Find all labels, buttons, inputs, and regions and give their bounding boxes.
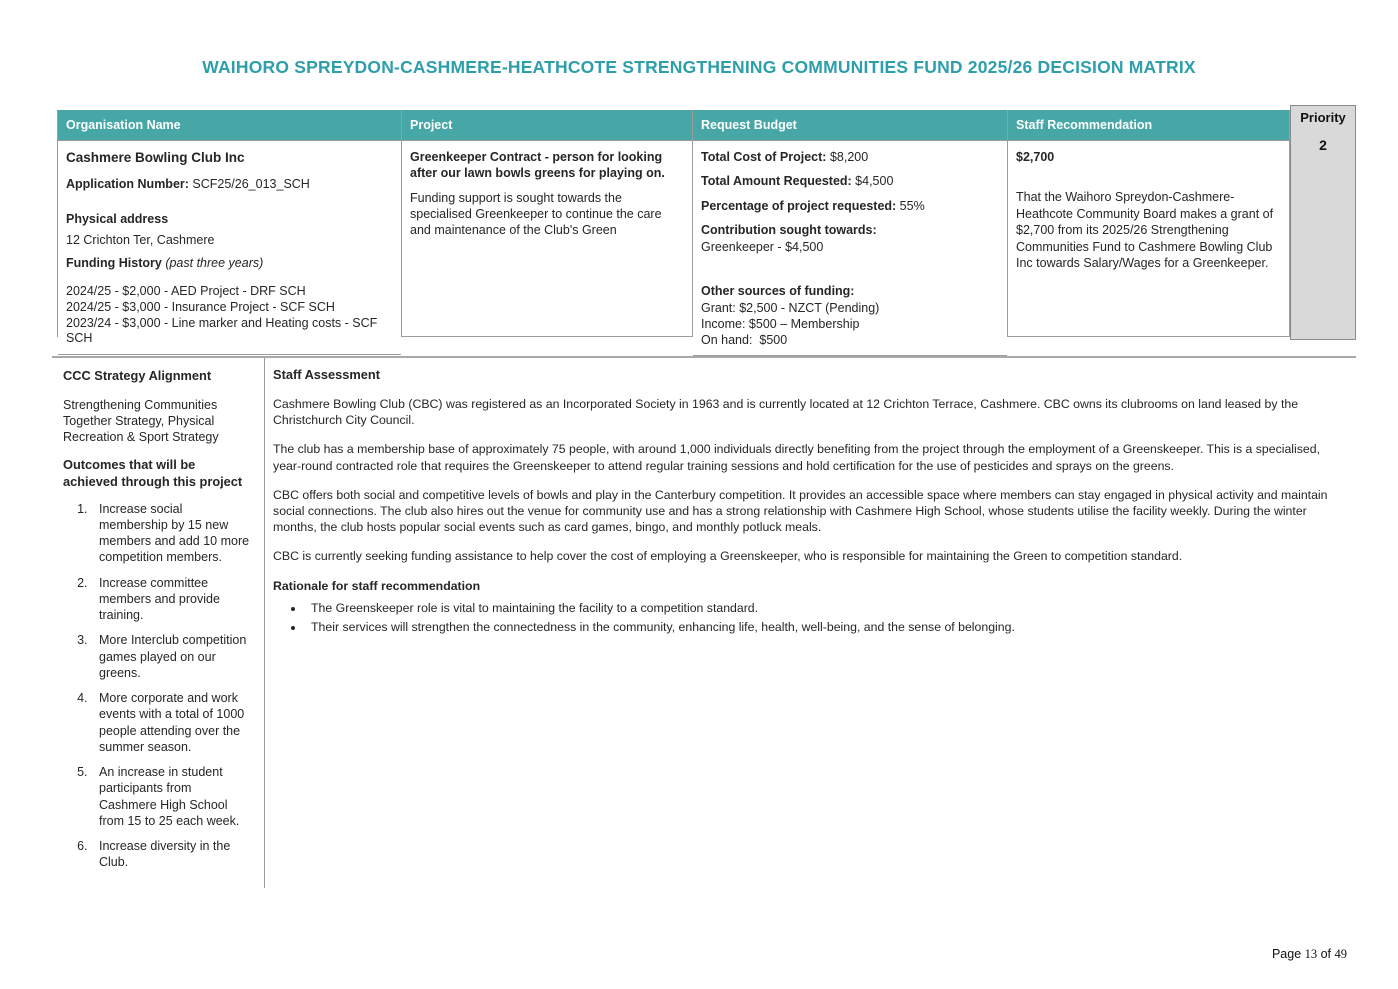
column-staff-recommendation — [1008, 110, 1290, 337]
header-request-budget: Request Budget — [693, 110, 1007, 140]
header-priority: Priority — [1300, 110, 1346, 125]
recommendation-amount: $2,700 — [1016, 150, 1055, 164]
strategy-heading: CCC Strategy Alignment — [63, 368, 212, 383]
outcome-item: 5. An increase in student participants from Cashmere High School from 15 to 25 each week. — [91, 764, 252, 829]
rationale-list — [297, 600, 1350, 635]
spacer — [701, 256, 998, 284]
total-pages: 49 — [1334, 947, 1347, 961]
ccc-strategy-panel — [52, 358, 265, 888]
physical-address-value: 12 Crichton Ter, Cashmere — [66, 233, 215, 248]
funding-history-item: 2024/25 - $3,000 - Insurance Project - SCF SCH — [66, 299, 335, 314]
total-requested-value: $4,500 — [855, 174, 894, 189]
percentage-line — [701, 198, 998, 214]
cell-organisation — [58, 140, 401, 355]
header-staff-recommendation: Staff Recommendation — [1008, 110, 1289, 140]
outcomes-list — [81, 501, 252, 871]
column-request-budget — [693, 110, 1008, 347]
percentage-label: Percentage of project requested: — [701, 198, 900, 213]
column-priority — [1290, 105, 1356, 340]
total-cost-label: Total Cost of Project: — [701, 150, 830, 164]
cell-project — [402, 140, 692, 337]
other-source-item: Grant: $2,500 - NZCT (Pending) — [701, 300, 880, 315]
of-word: of — [1317, 947, 1335, 961]
cell-request-budget — [693, 140, 1007, 356]
other-source-item: On hand: $500 — [701, 333, 788, 347]
header-organisation-name: Organisation Name — [58, 110, 401, 140]
funding-history-note: (past three years) — [165, 256, 264, 271]
physical-address-label: Physical address — [66, 211, 169, 226]
outcome-item: 1. Increase social membership by 15 new members and add 10 more competition members. — [91, 501, 252, 566]
project-title: Greenkeeper Contract - person for looking after our lawn bowls greens for playing on. — [410, 150, 665, 181]
contribution-label: Contribution sought towards: — [701, 222, 877, 237]
other-sources-label: Other sources of funding: — [701, 284, 855, 299]
outcome-item: 2. Increase committee members and provide training. — [91, 575, 252, 624]
assessment-section — [52, 356, 1356, 888]
page-title: WAIHORO SPREYDON-CASHMERE-HEATHCOTE STRENGTHENING COMMUNITIES FUND 2025/26 DECISION MATRIX — [202, 57, 1196, 77]
cell-staff-recommendation — [1008, 140, 1289, 337]
assessment-paragraph: CBC offers both social and competitive levels of bowls and play in the Canterbury competition. It provides an accessible space where members can stay engaged in physical activity and maintain social connections. The club also hires out the venue for community use and has a strong relationship with Cashmere High School, whose students utilise the facility weekly. During the winter months, the club hosts popular social events such as card games, bingo, and monthly potluck meals. — [273, 487, 1328, 535]
total-requested-line — [701, 173, 998, 189]
funding-history-heading — [66, 255, 392, 271]
rationale-item: • The Greenskeeper role is vital to maintaining the facility to a competition standard. — [305, 600, 1350, 616]
page-word: Page — [1271, 947, 1305, 961]
total-cost-line — [701, 149, 998, 165]
header-project: Project — [402, 110, 692, 140]
funding-history-item: 2024/25 - $2,000 - AED Project - DRF SCH — [66, 283, 306, 298]
assessment-paragraph: The club has a membership base of approximately 75 people, with around 1,000 individuals directly benefiting from the project through the employment of a Greenskeeper. This is a specialised, year-round contracted role that requires the Greenskeeper to attend regular training sessions and hold certification for the use of pesticides and sprays on the greens. — [273, 442, 1321, 473]
assessment-paragraph: Cashmere Bowling Club (CBC) was registered as an Incorporated Society in 1963 and is currently located at 12 Crichton Terrace, Cashmere. CBC owns its clubrooms on land leased by the Christchurch City Council. — [273, 396, 1299, 428]
funding-history-item: 2023/24 - $3,000 - Line marker and Heating costs - SCF SCH — [66, 316, 378, 346]
staff-assessment-panel — [265, 358, 1356, 888]
funding-history-label: Funding History — [66, 256, 166, 271]
decision-matrix-table — [57, 110, 1356, 347]
project-description: Funding support is sought towards the specialised Greenkeeper to continue the care and maintenance of the Club's Green — [410, 190, 662, 237]
total-cost-value: $8,200 — [829, 150, 869, 164]
strategy-alignment-text: Strengthening Communities Together Strategy, Physical Recreation & Sport Strategy — [63, 397, 219, 445]
column-organisation — [57, 110, 402, 346]
page-footer — [1272, 947, 1347, 962]
total-requested-label: Total Amount Requested: — [701, 174, 856, 189]
application-number-value: SCF25/26_013_SCH — [192, 176, 310, 191]
outcome-item: 3. More Interclub competition games played on our greens. — [91, 632, 252, 681]
assessment-paragraph: CBC is currently seeking funding assistance to help cover the cost of employing a Greenskeeper, who is responsible for maintaining the Green to competition standard. — [273, 549, 1183, 564]
outcomes-heading: Outcomes that will be achieved through this project — [63, 457, 243, 489]
column-project — [402, 110, 693, 337]
application-number-label: Application Number: — [66, 176, 193, 191]
rationale-heading: Rationale for staff recommendation — [273, 578, 481, 593]
rationale-item: • Their services will strengthen the connectedness in the community, enhancing life, health, well-being, and the sense of belonging. — [305, 619, 1350, 635]
application-number-line — [66, 176, 392, 192]
page-number: 13 — [1304, 947, 1318, 961]
outcome-item: 6. Increase diversity in the Club. — [91, 838, 252, 871]
staff-assessment-heading: Staff Assessment — [273, 367, 380, 382]
recommendation-text: That the Waihoro Spreydon-Cashmere-Heathcote Community Board makes a grant of $2,700 from its 2025/26 Strengthening Communities Fund to Cashmere Bowling Club Inc towards Salary/Wages for a Greenkeeper. — [1016, 190, 1274, 271]
outcome-item: 4. More corporate and work events with a total of 1000 people attending over the summer season. — [91, 690, 252, 755]
percentage-value: 55% — [899, 198, 925, 213]
contribution-value: Greenkeeper - $4,500 — [701, 240, 824, 254]
other-source-item: Income: $500 – Membership — [701, 316, 860, 331]
organisation-name: Cashmere Bowling Club Inc — [66, 150, 245, 165]
priority-value: 2 — [1319, 137, 1327, 153]
